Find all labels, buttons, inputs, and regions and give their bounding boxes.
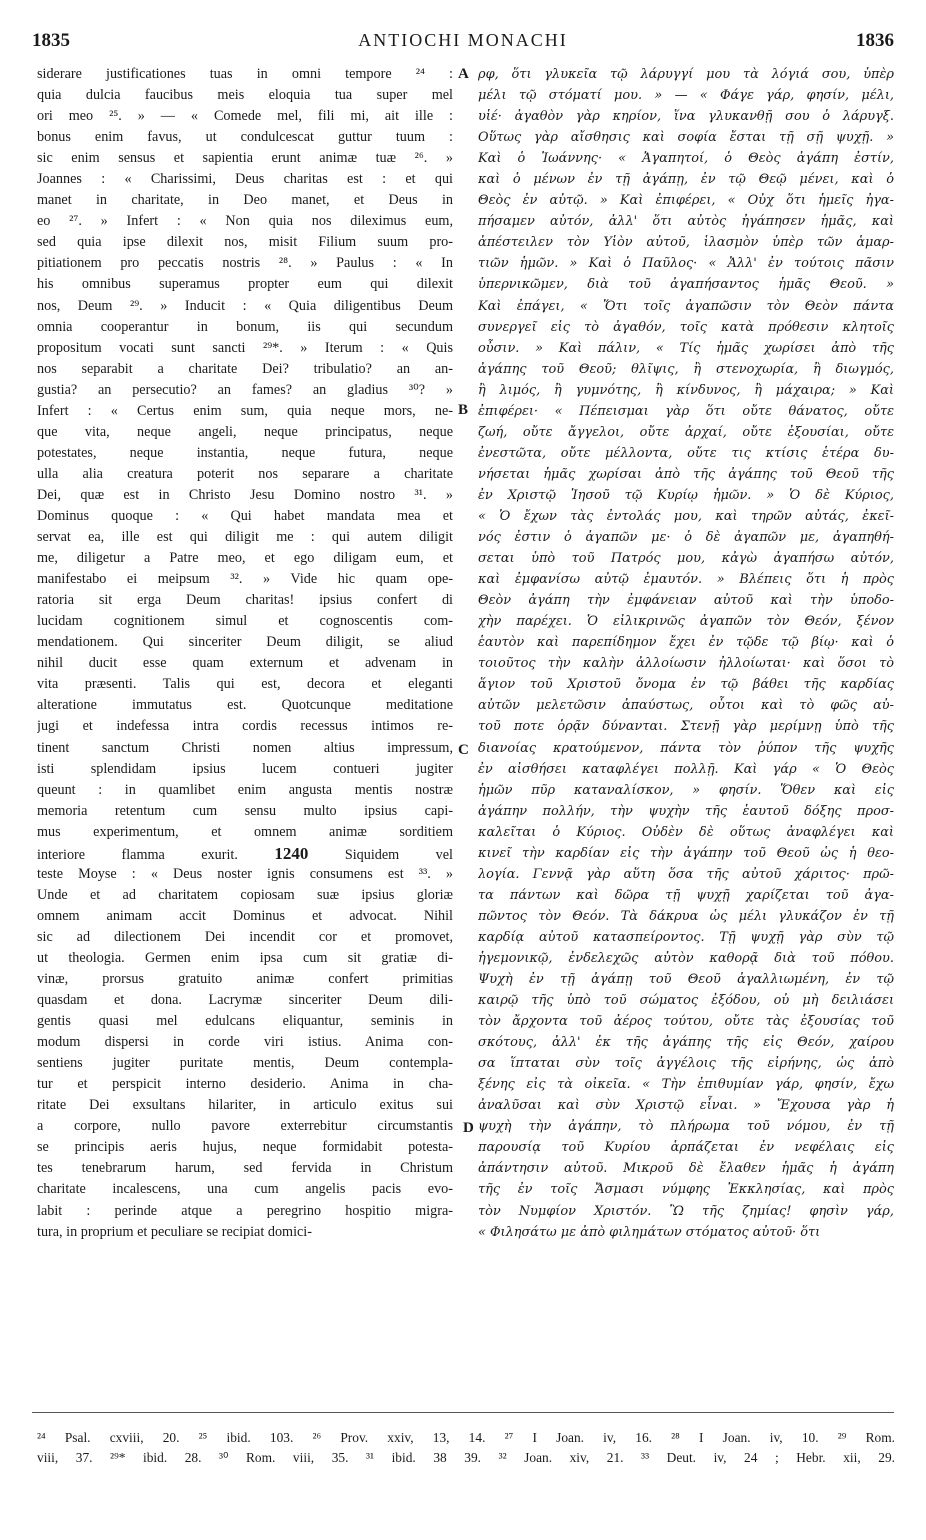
- greek-text-line: μέλι τῷ στόματί μου. » — « Φάγε γάρ, φησίν, μέλι,: [478, 88, 894, 104]
- greek-text-line: νός ἐστιν ὁ ἀγαπῶν με· ὁ δὲ ἀγαπῶν με, ἀγαπηθή-: [478, 530, 894, 546]
- latin-text-line: sic ad dilectionem Dei incendit cor et promovet,: [37, 928, 453, 945]
- greek-text-line: τῆς ἐν τοῖς Ἄσμασι νύμφης Ἐκκλησίας, καὶ πρὸς: [478, 1182, 894, 1198]
- greek-text-line: σεται ὑπὸ τοῦ Πατρός μου, κἀγὼ ἀγαπήσω αὐτόν,: [478, 551, 894, 567]
- latin-text-line: ulla alia creatura poterit nos separare a charitate: [37, 465, 453, 482]
- latin-text-line: sed quia ipse dilexit nos, misit Filium suum pro-: [37, 234, 453, 251]
- greek-text-line: τοῦ ποτε ὁρᾷν δύνανται. Στενῇ γὰρ μερίμνῃ ὑπὸ τῆς: [478, 719, 894, 735]
- latin-text-line: charitate incalescens, una cum angelis pacis evo-: [37, 1181, 453, 1198]
- section-marker-c: C: [458, 742, 469, 758]
- latin-text-line: bonus enim favus, ut condulcescat guttur tuum :: [37, 129, 453, 146]
- latin-text-line: eo ²⁷. » Infert : « Non quia nos dileximus eum,: [37, 213, 453, 230]
- latin-text-line: siderare justificationes tuas in omni tempore ²⁴ :: [37, 66, 453, 82]
- greek-text-line: αὐτῶν μελετῶσιν ἀπαύστως, οὗτοι καὶ τὸ φῶς αὐ-: [478, 698, 894, 714]
- greek-text-line: ἀγάπης τοῦ Θεοῦ; θλῖψις, ἢ στενοχωρία, ἢ διωγμός,: [478, 361, 894, 377]
- latin-text-line: pitiationem pro peccatis nostris ²⁸. » Paulus : « In: [37, 255, 453, 272]
- greek-text-line: πῶντος τὸν Θεόν. Τὰ δάκρυα ὡς μέλι γλυκάζον ἐν τῇ: [478, 908, 894, 924]
- latin-text-line: sic enim sensus et sapientia erunt animæ tuæ ²⁶. »: [37, 150, 453, 167]
- latin-text-line: gentis quasi mel edulcans eliquantur, seminis in: [37, 1013, 453, 1030]
- greek-text-line: καὶ ὁ μένων ἐν τῇ ἀγάπῃ, ἐν τῷ Θεῷ μένει, καὶ ὁ: [478, 172, 894, 188]
- greek-text-line: σκότους, ἀλλ' ἐκ τῆς ἀγάπης τῆς εἰς Θεόν, χαίρου: [478, 1035, 894, 1051]
- running-title: ANTIOCHI MONACHI: [358, 30, 568, 50]
- footnote-rule: [32, 1412, 894, 1413]
- latin-text-line: a corpore, nullo pavore exterrebitur circumstantis: [37, 1118, 453, 1135]
- latin-text-line: Dei, quæ est in Christo Jesu Domino nostro ³¹. »: [37, 486, 453, 503]
- greek-column: [478, 64, 894, 1243]
- greek-text-line: « Φιλησάτω με ἀπὸ φιλημάτων στόματος αὐτοῦ· ὅτι: [478, 1224, 821, 1240]
- greek-text-line: διανοίας κρατούμενον, πάντα τὸν ῥύπον τῆς ψυχῆς: [478, 740, 894, 756]
- latin-text-line: propositum vocati sunt sancti ²⁹*. » Iterum : « Quis: [37, 339, 453, 356]
- latin-text-line: quia dulcia faucibus meis eloquia tua super mel: [37, 87, 453, 104]
- latin-text-line: Infert : « Certus enim sum, quia neque mors, ne-: [37, 402, 453, 419]
- latin-text-line: vinæ, prorsus gratuito animæ confert primitias: [37, 971, 453, 988]
- section-marker-a: A: [458, 66, 469, 82]
- footnote-line: ²⁴ Psal. cxviii, 20. ²⁵ ibid. 103. ²⁶ Prov. xxiv, 13, 14. ²⁷ I Joan. iv, 16. ²⁸ I Joan. iv, 10. ²⁹ Rom.: [37, 1430, 895, 1445]
- greek-text-line: Θεὸν ἀγάπη τὴν ἐμφάνειαν αὐτοῦ καὶ τὴν ὑποδο-: [478, 593, 894, 609]
- section-marker-d: D: [463, 1120, 474, 1136]
- latin-text-line: tinent sanctum Christi nomen altius impressum,: [37, 739, 453, 756]
- latin-text-line: mus experimentum, et omnem animæ sorditiem: [37, 823, 453, 840]
- greek-text-line: συνεργεῖ εἰς τὸ ἀγαθόν, τοῖς κατὰ πρόθεσιν κλητοῖς: [478, 319, 894, 335]
- greek-text-line: ἐν αἰσθήσει καταφλέγει πολλῇ. Καὶ γάρ « Ὁ Θεὸς: [478, 761, 894, 777]
- greek-text-line: Θεὸς ἐν αὐτῷ. » Καὶ ἐπιφέρει, « Οὐχ ὅτι ἡμεῖς ἠγα-: [478, 193, 894, 209]
- latin-text-line: modum dispersi in corde viri istius. Anima con-: [37, 1034, 453, 1051]
- greek-text-line: ἀναλῦσαι καὶ σὺν Χριστῷ εἶναι. » Ἔχουσα γὰρ ἡ: [478, 1098, 894, 1114]
- latin-text-line: tes tenebrarum harum, sed fervida in Christum: [37, 1160, 453, 1177]
- latin-text-line: alteratione immutatus est. Quotcunque meditatione: [37, 697, 453, 714]
- page-header: [32, 30, 894, 60]
- greek-text-line: υἱέ· ἀγαθὸν γὰρ κηρίον, ἵνα γλυκανθῇ σου ὁ λάρυγξ.: [478, 109, 894, 125]
- latin-text-line: lucidam cognitionem simul et cognoscentis com-: [37, 613, 453, 630]
- latin-text-line: memoria retentum cum sensu multo ipsius capi-: [37, 802, 453, 819]
- greek-text-line: ἅγιον τοῦ Χριστοῦ ὄνομα ἐν τῷ βάθει τῆς καρδίας: [478, 677, 894, 693]
- latin-text-line: isti splendidam ipsius lucem contueri jugiter: [37, 760, 453, 777]
- greek-text-line: Οὕτως γὰρ αἴσθησις καὶ σοφία ἔσται τῇ σῇ ψυχῇ. »: [478, 130, 894, 146]
- greek-text-line: ἀπάντησιν αὐτοῦ. Μικροῦ δὲ ἔλαθεν ἡμᾶς ἡ ἀγάπη: [478, 1161, 894, 1177]
- greek-text-line: Καὶ ἐπάγει, « Ὅτι τοῖς ἀγαπῶσιν τὸν Θεὸν πάντα: [478, 298, 894, 314]
- greek-text-line: καλεῖται ὁ Κύριος. Οὐδὲν δὲ οὕτως ἀναφλέγει καὶ: [478, 824, 894, 840]
- latin-text-line: se principis aeris hujus, neque formidabit potesta-: [37, 1139, 453, 1156]
- greek-text-line: ἢ λιμός, ἢ γυμνότης, ἢ κίνδυνος, ἢ μάχαιρα; » Καὶ: [478, 382, 894, 398]
- greek-text-line: ἐνεστῶτα, οὔτε μέλλοντα, οὔτε τις κτίσις ἑτέρα δυ-: [478, 445, 894, 461]
- latin-text-line: vita præsenti. Talis qui est, decora et eleganti: [37, 676, 453, 693]
- greek-text-line: ἀπέστειλεν τὸν Υἱὸν αὐτοῦ, ἱλασμὸν ὑπὲρ τῶν ἁμαρ-: [478, 235, 894, 251]
- greek-text-line: ἑαυτὸν καὶ παρεπίδημον ἔχει ἐν τῷδε τῷ βίῳ· καὶ ὁ: [478, 635, 894, 651]
- latin-text-line: Joannes : « Charissimi, Deus charitas est : et qui: [37, 171, 453, 188]
- greek-text-line: ξένης εἰς τὰ οἰκεῖα. « Τὴν ἐπιθυμίαν γάρ, φησίν, ἔχω: [478, 1077, 894, 1093]
- latin-text-line: omnia cooperantur in bonum, iis qui secundum: [37, 318, 453, 335]
- greek-text-line: ζωή, οὔτε ἄγγελοι, οὔτε ἀρχαί, οὔτε ἐξουσίαι, οὔτε: [478, 424, 894, 440]
- right-page-number: 1836: [856, 30, 894, 51]
- latin-text-line: tura, in proprium et peculiare se recipiat domici-: [37, 1223, 312, 1240]
- greek-text-line: ἡμῶν πῦρ καταναλίσκον, » φησίν. Ὅθεν καὶ εἰς: [478, 782, 894, 798]
- latin-text-line: tur et perspicit interno desiderio. Anima in cha-: [37, 1076, 453, 1093]
- latin-text-line: his omnibus superamus propter eum qui dilexit: [37, 276, 453, 293]
- greek-text-line: κινεῖ τὴν καρδίαν εἰς τὴν ἀγάπην τοῦ Θεοῦ ὡς ἡ θεο-: [478, 845, 894, 861]
- section-marker-b: B: [458, 402, 469, 418]
- latin-text-line: nihil ducit esse quam externum et advenam in: [37, 655, 453, 672]
- greek-text-line: τοιοῦτος τὴν καλὴν ἀλλοίωσιν ἠλλοίωται· καὶ ὅσοι τὸ: [478, 656, 894, 672]
- greek-text-line: ψυχὴ τὴν ἀγάπην, τὸ πλήρωμα τοῦ νόμου, ἐν τῇ: [478, 1119, 894, 1135]
- greek-text-line: ὑπερνικῶμεν, διὰ τοῦ ἀγαπήσαντος ἡμᾶς Θεοῦ. »: [478, 277, 894, 293]
- greek-text-line: Καὶ ὁ Ἰωάννης· « Ἀγαπητοί, ὁ Θεὸς ἀγάπη ἐστίν,: [478, 151, 894, 167]
- greek-text-line: τὸν ἄρχοντα τοῦ ἀέρος τούτου, οὔτε τὰς ἐξουσίας τοῦ: [478, 1014, 894, 1030]
- greek-text-line: σα ἵπταται σὺν τοῖς ἀγγέλοις τῆς εἰρήνης, ὡς ἀπὸ: [478, 1056, 894, 1072]
- greek-text-line: ρφ, ὅτι γλυκεῖα τῷ λάρυγγί μου τὰ λόγιά σου, ὑπὲρ: [478, 67, 894, 82]
- greek-text-line: παρουσίᾳ τοῦ Κυρίου ἁρπάζεται ἐν νεφέλαις εἰς: [478, 1140, 894, 1156]
- latin-text-line: quasdam et dona. Lacrymæ sinceriter Deum dili-: [37, 992, 453, 1009]
- latin-text-line: ut theologia. Germen enim ipsa cum sit gratiæ di-: [37, 949, 453, 966]
- greek-text-line: ἀγάπην πολλήν, τὴν ψυχὴν τῆς ἑαυτοῦ δόξης προσ-: [478, 803, 894, 819]
- greek-text-line: ἡγεμονικῷ, ἐνδελεχῶς αὐτὸν καθορᾷ διὰ τοῦ πόθου.: [478, 950, 894, 966]
- latin-text-line: que vita, neque angeli, neque principatus, neque: [37, 423, 453, 440]
- greek-text-line: τα πάντων καὶ δῶρα τῇ ψυχῇ χαρίζεται τοῦ ἀγα-: [478, 887, 894, 903]
- latin-text-line: Unde et ad charitatem copiosam suæ ipsius gloriæ: [37, 886, 453, 903]
- greek-text-line: νήσεται ἡμᾶς χωρίσαι ἀπὸ τῆς ἀγάπης τοῦ Θεοῦ τῆς: [478, 466, 894, 482]
- latin-text-line: me, diligetur a Patre meo, et ego diligam eum, et: [37, 550, 453, 567]
- footnote-line: viii, 37. ²⁹* ibid. 28. ³⁰ Rom. viii, 35. ³¹ ibid. 38 39. ³² Joan. xiv, 21. ³³ Deut. iv, 24 ; Hebr. xii, 29.: [37, 1450, 895, 1465]
- greek-text-line: πήσαμεν αὐτόν, ἀλλ' ὅτι αὐτὸς ἠγάπησεν ἡμᾶς, καὶ: [478, 214, 894, 230]
- greek-text-line: χὴν παρέχει. Ὁ εἰλικρινῶς ἀγαπῶν τὸν Θεόν, ξένον: [478, 614, 894, 630]
- footnotes: [37, 1428, 895, 1468]
- greek-text-line: οὖσιν. » Καὶ πάλιν, « Τίς ἡμᾶς χωρίσει ἀπὸ τῆς: [478, 340, 894, 356]
- latin-text-line: manet in charitate, in Deo manet, et Deus in: [37, 192, 453, 209]
- latin-text-line: Dominus quoque : « Qui habet mandata mea et: [37, 507, 453, 524]
- latin-text-line: sentiens jugiter puritate mentis, Deum contempla-: [37, 1055, 453, 1072]
- left-page-number: 1835: [32, 30, 70, 51]
- greek-text-line: λογία. Γεννᾷ γὰρ αὕτη ὅσα τῆς αὐτοῦ χάριτος· πρῶ-: [478, 866, 894, 882]
- greek-text-line: τὸν Νυμφίον Χριστόν. Ὢ τῆς ζημίας! φησὶν γάρ,: [478, 1203, 894, 1219]
- greek-text-line: τιῶν ἡμῶν. » Καὶ ὁ Παῦλος· « Ἀλλ' ἐν τούτοις πᾶσιν: [478, 256, 894, 272]
- latin-text-line: mendationem. Qui sinceriter Deum diligit, se aliud: [37, 634, 453, 651]
- latin-text-line: potestates, neque instantia, neque futura, neque: [37, 444, 453, 461]
- latin-column: [37, 64, 453, 1243]
- latin-text-line: interiore flamma exurit. 1240 Siquidem vel: [37, 843, 453, 863]
- latin-text-line: servat ea, ille est qui diligit me : qui autem diligit: [37, 529, 453, 546]
- greek-text-line: καιρῷ τῆς ὑπὸ τοῦ σώματος ἐξόδου, οὐ μὴ δειλιάσει: [478, 993, 894, 1009]
- latin-text-line: ratoria sit erga Deum charitas! ipsius confert di: [37, 592, 453, 609]
- latin-text-line: manifestabo ei meipsum ³². » Vide hic quam ope-: [37, 571, 453, 588]
- greek-text-line: ἐπιφέρει· « Πέπεισμαι γὰρ ὅτι οὔτε θάνατος, οὔτε: [478, 403, 894, 419]
- greek-text-line: καὶ ἐμφανίσω αὐτῷ ἐμαυτόν. » Βλέπεις ὅτι ἡ πρὸς: [478, 572, 894, 588]
- greek-text-line: ἐν Χριστῷ Ἰησοῦ τῷ Κυρίῳ ἡμῶν. » Ὁ δὲ Κύριος,: [478, 487, 894, 503]
- latin-text-line: nos, Deum ²⁹. » Inducit : « Quia diligentibus Deum: [37, 297, 453, 314]
- latin-text-line: queunt : in quamlibet enim angusta mentis nostræ: [37, 781, 453, 798]
- latin-text-line: gustia? an persecutio? an fames? an gladius ³⁰? »: [37, 381, 453, 398]
- column-number: 1240: [274, 843, 309, 863]
- latin-text-line: ritate Dei exsultans hilariter, in articulo exitus sui: [37, 1097, 453, 1114]
- greek-text-line: « Ὁ ἔχων τὰς ἐντολάς μου, καὶ τηρῶν αὐτάς, ἐκεῖ-: [478, 508, 894, 524]
- latin-text-line: jugi et indefessa intra cordis recessus intimos re-: [37, 718, 453, 735]
- latin-text-line: teste Moyse : « Deus noster ignis consumens est ³³. »: [37, 865, 453, 882]
- greek-text-line: Ψυχὴ ἐν τῇ ἀγάπῃ τοῦ Θεοῦ ἀγαλλιωμένη, ἐν τῷ: [478, 972, 894, 988]
- latin-text-line: omnem animam accit Dominus et advocat. Nihil: [37, 907, 453, 924]
- latin-text-line: ori meo ²⁵. » — « Comede mel, fili mi, ait ille :: [37, 108, 453, 125]
- latin-text-line: labit : perinde atque a peregrino hospitio migra-: [37, 1202, 453, 1219]
- greek-text-line: καρδίᾳ αὐτοῦ κατασπείροντος. Τῇ ψυχῇ γὰρ σὺν τῷ: [478, 929, 894, 945]
- latin-text-line: nos separabit a charitate Dei? tribulatio? an an-: [37, 360, 453, 377]
